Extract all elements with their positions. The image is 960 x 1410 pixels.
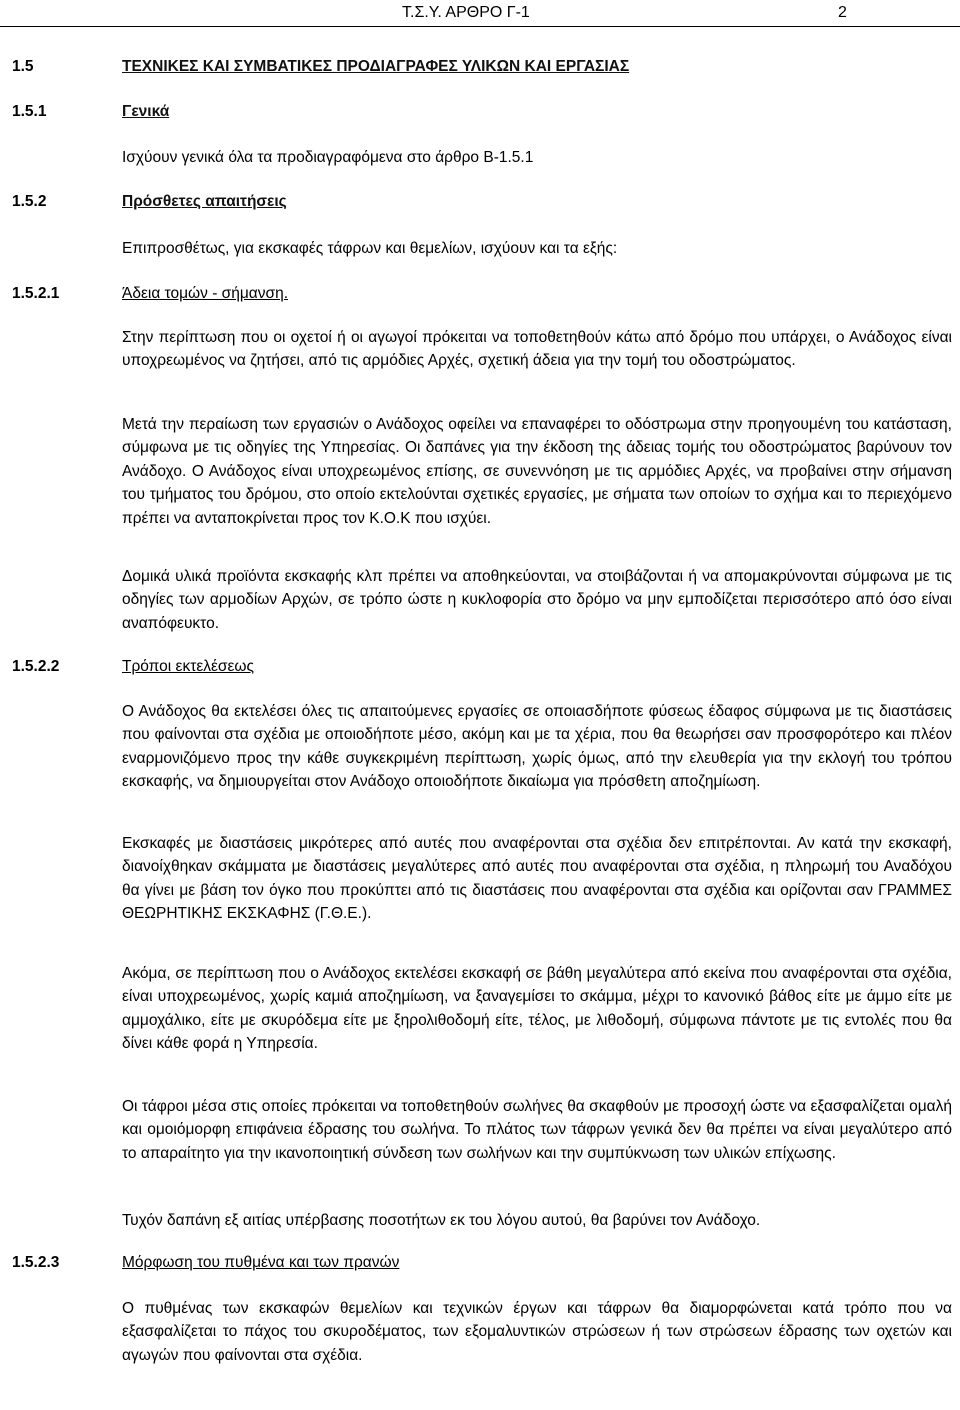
section-title-1-5-2-2: Τρόποι εκτελέσεως	[122, 658, 254, 675]
paragraph: Ακόμα, σε περίπτωση που ο Ανάδοχος εκτελέσει εκσκαφή σε βάθη μεγαλύτερα από εκείνα που αναφέρονται στα σχέδια, είναι υποχρεωμένος, χωρίς καμιά αποζημίωση, να ξαναγεμίσει το σκάμμα, μέχρι το κανονικό βάθος είτε με άμμο είτε με αμμοχάλικο, είτε με σκυρόδεμα είτε με ξηρολιθοδομή είτε, τέλος, με λιθοδομή, σύμφωνα πάντοτε με τις εντολές που θα δίνει κάθε φορά η Υπηρεσία.	[122, 965, 952, 1053]
paragraph: Στην περίπτωση που οι οχετοί ή οι αγωγοί πρόκειται να τοποθετηθούν κάτω από δρόμο που υπάρχει, ο Ανάδοχος είναι υποχρεωμένος να ζητήσει, από τις αρμόδιες Αρχές, σχετική άδεια για την τομή του οδοστρώματος.	[122, 329, 952, 370]
section-text-1-5-1: Ισχύουν γενικά όλα τα προδιαγραφόμενα στο άρθρο Β-1.5.1	[122, 149, 534, 166]
section-number-1-5-2-1: 1.5.2.1	[12, 285, 60, 302]
paragraph: Δομικά υλικά προϊόντα εκσκαφής κλπ πρέπει να αποθηκεύονται, να στοιβάζονται ή να απομακρύνονται σύμφωνα με τις οδηγίες των αρμοδίων Αρχών, σε τρόπο ώστε η κυκλοφορία στο δρόμο να μην εμποδίζεται περισσότερο από όσο είναι αναπόφευκτο.	[122, 568, 952, 632]
paragraph: Εκσκαφές με διαστάσεις μικρότερες από αυτές που αναφέρονται στα σχέδια δεν επιτρέπονται. Αν κατά την εκσκαφή, διανοίχθηκαν σκάμματα με διαστάσεις μεγαλύτερες από αυτές που αναφέρονται στα σχέδια, η πληρωμή του Αναδόχου θα γίνει με βάση τον όγκο που προκύπτει από τις διαστάσεις που αναφέρονται στα σχέδια και ορίζονται σαν ΓΡΑΜΜΕΣ ΘΕΩΡΗΤΙΚΗΣ ΕΚΣΚΑΦΗΣ (Γ.Θ.Ε.).	[122, 835, 952, 923]
section-title-1-5-2: Πρόσθετες απαιτήσεις	[122, 193, 287, 210]
section-title-1-5-2-1: Άδεια τομών - σήμανση.	[122, 285, 288, 302]
section-number-1-5-2-3: 1.5.2.3	[12, 1254, 60, 1271]
page-number: 2	[838, 4, 847, 21]
section-text-1-5-2: Επιπροσθέτως, για εκσκαφές τάφρων και θεμελίων, ισχύουν και τα εξής:	[122, 240, 618, 257]
section-title-1-5: ΤΕΧΝΙΚΕΣ ΚΑΙ ΣΥΜΒΑΤΙΚΕΣ ΠΡΟΔΙΑΓΡΑΦΕΣ ΥΛΙΚΩΝ ΚΑΙ ΕΡΓΑΣΙΑΣ	[122, 58, 630, 75]
section-title-1-5-1: Γενικά	[122, 103, 170, 120]
section-number-1-5-2: 1.5.2	[12, 193, 47, 210]
paragraph: Ο πυθμένας των εκσκαφών θεμελίων και τεχνικών έργων και τάφρων θα διαμορφώνεται κατά τρόπο που να εξασφαλίζεται το πάχος του σκυροδέματος, των εξομαλυντικών στρώσεων ή των στρώσεων έδρασης των οχετών και αγωγών που φαίνονται στα σχέδια.	[122, 1300, 952, 1364]
section-number-1-5: 1.5	[12, 58, 34, 75]
paragraph: Οι τάφροι μέσα στις οποίες πρόκειται να τοποθετηθούν σωλήνες θα σκαφθούν με προσοχή ώστε να εξασφαλίζεται ομαλή και ομοιόμορφη επιφάνεια έδρασης του σωλήνα. Το πλάτος των τάφρων γενικά δεν θα πρέπει να είναι μεγαλύτερο από το απαραίτητο για την ικανοποιητική σύνδεση των σωλήνων και την συμπύκνωση των υλικών επίχωσης.	[122, 1098, 952, 1162]
paragraph: Μετά την περαίωση των εργασιών ο Ανάδοχος οφείλει να επαναφέρει το οδόστρωμα στην προηγουμένη του κατάσταση, σύμφωνα με τις οδηγίες της Υπηρεσίας. Οι δαπάνες για την έκδοση της άδειας τομής του οδοστρώματος βαρύνουν τον Ανάδοχο. Ο Ανάδοχος είναι υποχρεωμένος επίσης, σε συνεννόηση με τις αρμόδιες Αρχές, να προβαίνει στην σήμανση του τμήματος του δρόμου, στο οποίο εκτελούνται σχετικές εργασίες, με σήματα των οποίων το σχήμα και το περιεχόμενο πρέπει να ανταποκρίνεται προς τον Κ.Ο.Κ που ισχύει.	[122, 416, 952, 527]
page-header	[0, 4, 960, 24]
section-title-1-5-2-3: Μόρφωση του πυθμένα και των πρανών	[122, 1254, 400, 1271]
document-title: Τ.Σ.Υ. ΑΡΘΡΟ Γ-1	[402, 4, 530, 21]
header-rule	[0, 26, 960, 27]
paragraph: Ο Ανάδοχος θα εκτελέσει όλες τις απαιτούμενες εργασίες σε οποιασδήποτε φύσεως έδαφος σύμφωνα με τις διαστάσεις που φαίνονται στα σχέδια με οποιοδήποτε μέσο, ακόμη και με τα χέρια, που θα θεωρήσει σαν προσφορότερο και πλέον εναρμονιζόμενο προς την κάθε συγκεκριμένη περίπτωση, χωρίς όμως, από την ελευθερία για την εκλογή του τρόπου εκσκαφής, να δημιουργείται στον Ανάδοχο οποιοδήποτε δικαίωμα για πρόσθετη αποζημίωση.	[122, 703, 952, 791]
section-number-1-5-1: 1.5.1	[12, 103, 47, 120]
section-number-1-5-2-2: 1.5.2.2	[12, 658, 60, 675]
paragraph: Τυχόν δαπάνη εξ αιτίας υπέρβασης ποσοτήτων εκ του λόγου αυτού, θα βαρύνει τον Ανάδοχο.	[122, 1212, 761, 1229]
